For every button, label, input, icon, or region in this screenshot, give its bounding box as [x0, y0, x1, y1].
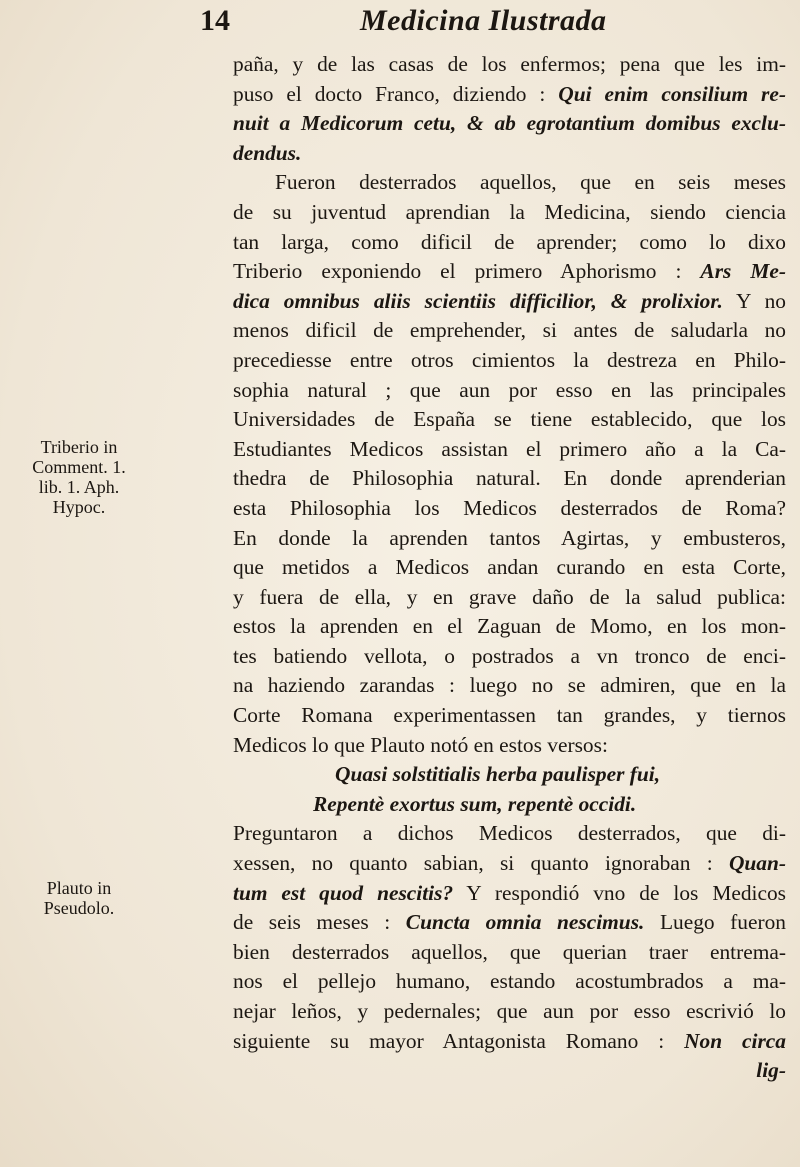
margin-note-triberio: [4, 437, 154, 517]
text-segment: de seis meses :: [233, 910, 406, 935]
text-segment: Y respondió vno de los Medicos: [453, 880, 786, 905]
running-title: Medicina Ilustrada: [360, 4, 607, 37]
text-line: [233, 731, 786, 761]
text-line: [233, 464, 786, 494]
text-line: [233, 790, 786, 820]
text-segment: Medicos lo que Plauto notó en estos versos:: [233, 732, 608, 757]
italic-text: Non circa: [684, 1028, 786, 1053]
text-line: [233, 583, 786, 613]
text-segment: Preguntaron a dichos Medicos desterrados, que di-: [233, 821, 786, 846]
text-segment: precediesse entre otros cimientos la destreza en Philo-: [233, 347, 786, 372]
italic-text: dica omnibus aliis scientiis difficilior, & prolixior.: [233, 288, 723, 313]
italic-text: Quan-: [728, 851, 786, 876]
italic-text: dendus.: [233, 140, 302, 165]
text-line: [233, 908, 786, 938]
text-segment: paña, y de las casas de los enfermos; pena que les im-: [233, 52, 786, 76]
text-line: [233, 967, 786, 997]
margin-note-line: Plauto in: [46, 878, 112, 898]
text-segment: que metidos a Medicos andan curando en esta Corte,: [233, 555, 786, 580]
margin-note-line: Hypoc.: [52, 497, 106, 517]
text-segment: sophia natural ; que aun por esso en las principales: [233, 377, 786, 402]
text-line: [233, 701, 786, 731]
text-line: [233, 1056, 786, 1086]
italic-text: nuit a Medicorum cetu, & ab egrotantium domibus exclu-: [233, 111, 786, 136]
text-line: [233, 524, 786, 554]
text-line: [233, 287, 786, 317]
text-segment: puso el docto Franco, diziendo :: [233, 81, 559, 106]
text-line: [233, 228, 786, 258]
text-line: [233, 879, 786, 909]
text-line: [233, 50, 786, 80]
italic-text: Qui enim consilium re-: [558, 81, 786, 106]
italic-text: Cuncta omnia nescimus.: [405, 910, 645, 935]
text-segment: En donde la aprenden tantos Agirtas, y embusteros,: [233, 525, 786, 550]
text-line: [233, 257, 786, 287]
text-line: [233, 760, 786, 790]
margin-note-line: Pseudolo.: [43, 898, 115, 918]
text-segment: bien desterrados aquellos, que querian traer entrema-: [233, 939, 786, 964]
text-line: [233, 346, 786, 376]
text-line: [233, 198, 786, 228]
text-segment: siguiente su mayor Antagonista Romano :: [233, 1028, 685, 1053]
text-line: [233, 849, 786, 879]
margin-note-plauto: [4, 878, 154, 918]
text-segment: Y no: [722, 288, 786, 313]
text-segment: na haziendo zarandas : luego no se admiren, que en la: [233, 673, 786, 698]
text-line: [233, 80, 786, 110]
text-line: [233, 1027, 786, 1057]
italic-text: lig-: [756, 1058, 786, 1083]
text-segment: tes batiendo vellota, o postrados a vn tronco de enci-: [233, 643, 786, 668]
text-line: [233, 376, 786, 406]
text-line: [233, 642, 786, 672]
text-segment: Luego fueron: [644, 910, 786, 935]
text-line: [233, 553, 786, 583]
text-line: [233, 139, 786, 169]
text-line: [233, 997, 786, 1027]
page-header: [200, 4, 780, 44]
text-segment: thedra de Philosophia natural. En donde aprenderian: [233, 466, 786, 491]
body-text: [233, 50, 786, 1086]
text-line: [233, 494, 786, 524]
italic-text: Ars Me-: [700, 259, 786, 284]
text-segment: Estudiantes Medicos assistan el primero año a la Ca-: [233, 436, 786, 461]
margin-note-line: Comment. 1.: [32, 457, 126, 477]
text-segment: nejar leños, y pedernales; que aun por esso escrivió lo: [233, 999, 786, 1023]
text-segment: de su juventud aprendian la Medicina, siendo ciencia: [233, 199, 786, 224]
text-line: [233, 405, 786, 435]
text-line: [233, 109, 786, 139]
text-segment: Triberio exponiendo el primero Aphorismo :: [233, 259, 701, 284]
text-segment: Universidades de España se tiene establecido, que los: [233, 407, 786, 432]
text-line: [233, 938, 786, 968]
text-line: [233, 671, 786, 701]
text-line: [233, 316, 786, 346]
text-line: [233, 168, 786, 198]
italic-text: Repentè exortus sum, repentè occidi.: [313, 791, 637, 816]
text-line: [233, 612, 786, 642]
text-segment: y fuera de ella, y en grave daño de la salud publica:: [233, 584, 786, 609]
text-line: [233, 435, 786, 465]
text-segment: Fueron desterrados aquellos, que en seis meses: [275, 170, 786, 195]
text-segment: xessen, no quanto sabian, si quanto ignoraban :: [233, 851, 729, 876]
italic-text: Quasi solstitialis herba paulisper fui,: [335, 762, 661, 787]
text-segment: menos dificil de emprehender, si antes de saludarla no: [233, 318, 786, 343]
text-segment: Corte Romana experimentassen tan grandes, y tiernos: [233, 703, 786, 728]
text-segment: esta Philosophia los Medicos desterrados de Roma?: [233, 495, 786, 520]
text-line: [233, 819, 786, 849]
text-segment: nos el pellejo humano, estando acostumbrados a ma-: [233, 969, 786, 994]
text-segment: estos la aprenden en el Zaguan de Momo, en los mon-: [233, 614, 786, 639]
text-segment: tan larga, como dificil de aprender; como lo dixo: [233, 229, 786, 254]
margin-note-line: Triberio in: [40, 437, 118, 457]
margin-note-line: lib. 1. Aph.: [38, 477, 120, 497]
page-number: 14: [200, 4, 230, 37]
italic-text: tum est quod nescitis?: [233, 880, 454, 905]
